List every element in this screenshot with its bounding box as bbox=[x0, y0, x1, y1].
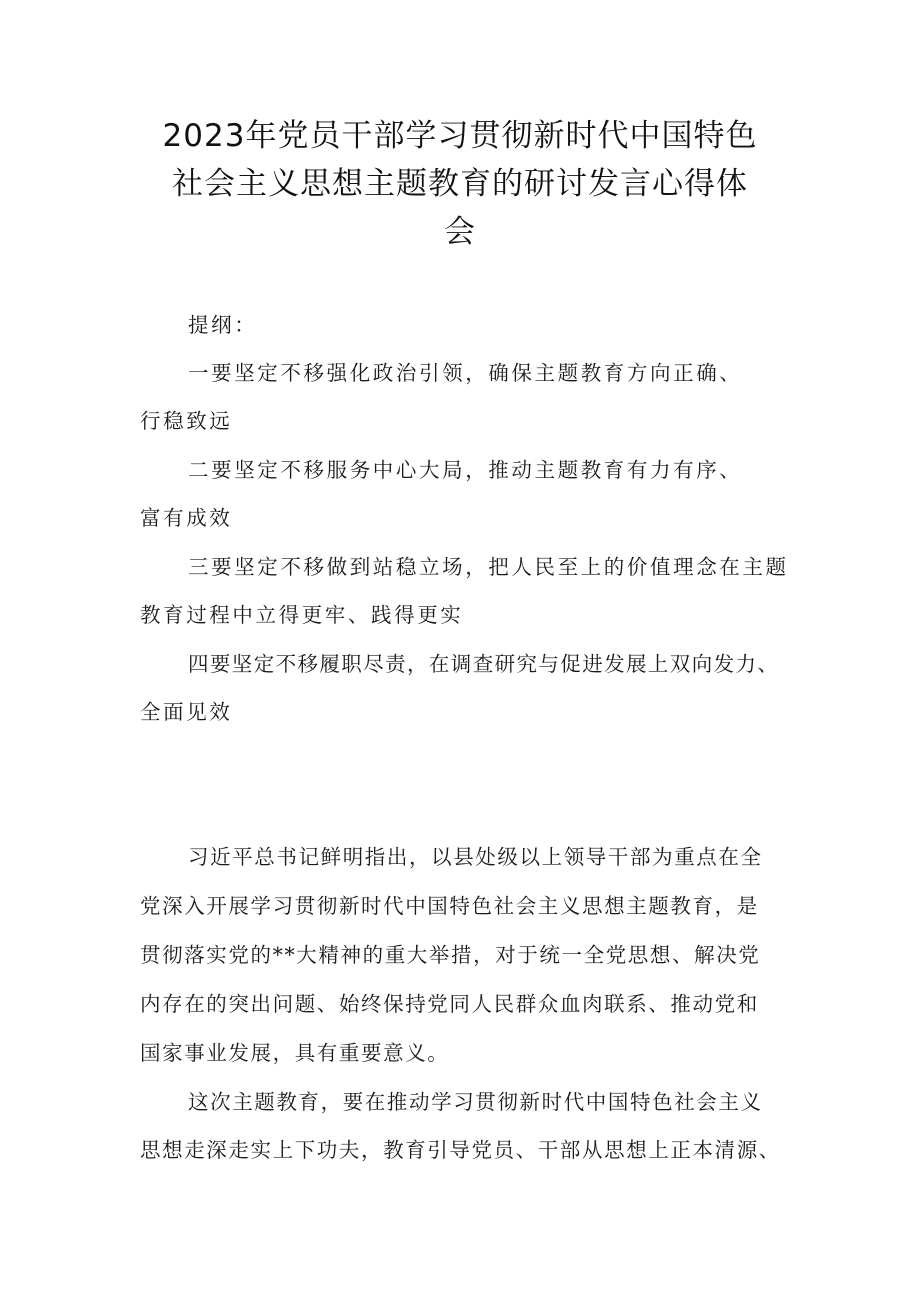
title-line-3: 会 bbox=[444, 214, 476, 250]
outline-item-1-line-1: 一要坚定不移强化政治引领，确保主题教育方向正确、 bbox=[188, 361, 743, 385]
paragraph-1-line-2: 党深入开展学习贯彻新时代中国特色社会主义思想主题教育，是 bbox=[140, 894, 759, 918]
title-line-1: 2023年党员干部学习贯彻新时代中国特色 bbox=[162, 118, 758, 154]
outline-item-2-line-2: 富有成效 bbox=[140, 506, 233, 530]
outline-item-4-line-2: 全面见效 bbox=[140, 700, 233, 724]
paragraph-1-line-1: 习近平总书记鲜明指出，以县处级以上领导干部为重点在全 bbox=[188, 845, 763, 869]
outline-label: 提纲： bbox=[188, 313, 258, 337]
outline-item-2-line-1: 二要坚定不移服务中心大局，推动主题教育有力有序、 bbox=[188, 458, 743, 482]
document-title bbox=[140, 112, 780, 256]
paragraph-1-line-4: 内存在的突出问题、始终保持党同人民群众血肉联系、推动党和 bbox=[140, 992, 759, 1016]
title-line-2: 社会主义思想主题教育的研讨发言心得体 bbox=[172, 166, 748, 202]
paragraph-2-line-2: 思想走深走实上下功夫，教育引导党员、干部从思想上正本清源、 bbox=[140, 1138, 781, 1162]
outline-item-3-line-2: 教育过程中立得更牢、践得更实 bbox=[140, 603, 464, 627]
outline-item-4-line-1: 四要坚定不移履职尽责，在调查研究与促进发展上双向发力、 bbox=[188, 652, 780, 676]
outline-item-1-line-2: 行稳致远 bbox=[140, 409, 233, 433]
paragraph-2-line-1: 这次主题教育，要在推动学习贯彻新时代中国特色社会主义 bbox=[188, 1090, 763, 1114]
paragraph-1-line-5: 国家事业发展，具有重要意义。 bbox=[140, 1041, 450, 1065]
paragraph-1-line-3: 贯彻落实党的**大精神的重大举措，对于统一全党思想、解决党 bbox=[140, 943, 761, 967]
outline-item-3-line-1: 三要坚定不移做到站稳立场，把人民至上的价值理念在主题 bbox=[188, 555, 789, 579]
